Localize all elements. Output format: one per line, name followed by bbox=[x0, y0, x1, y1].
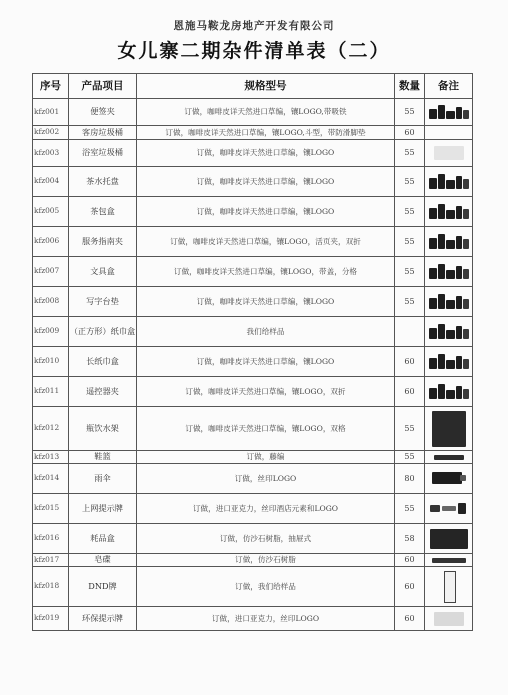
item-qty: 60 bbox=[395, 554, 425, 567]
item-spec: 订做，咖啡皮详天然进口草编，镶LOGO，双格 bbox=[137, 407, 395, 451]
item-spec: 订做，仿沙石树脂 bbox=[137, 554, 395, 567]
item-photo-cell bbox=[425, 407, 473, 451]
header-no: 序号 bbox=[33, 74, 69, 99]
desk-set-image bbox=[428, 349, 470, 375]
table-row bbox=[33, 167, 473, 197]
item-spec: 订做，咖啡皮详天然进口草编，镶LOGO,斗型，带防滑脚垫 bbox=[137, 126, 395, 140]
table-row bbox=[33, 524, 473, 554]
item-qty: 55 bbox=[395, 227, 425, 257]
item-name: 瓶饮水架 bbox=[69, 407, 137, 451]
table-row bbox=[33, 287, 473, 317]
item-code: kfz004 bbox=[33, 167, 69, 197]
item-spec: 订做，我们给样品 bbox=[137, 567, 395, 607]
item-qty: 55 bbox=[395, 140, 425, 167]
item-code: kfz007 bbox=[33, 257, 69, 287]
item-name: 长纸巾盒 bbox=[69, 347, 137, 377]
item-name: 便签夹 bbox=[69, 99, 137, 126]
document-title: 女儿寨二期杂件清单表（二） bbox=[117, 40, 391, 62]
item-code: kfz014 bbox=[33, 464, 69, 494]
item-photo-cell bbox=[425, 227, 473, 257]
item-name: 耗品盒 bbox=[69, 524, 137, 554]
item-name: 茶水托盘 bbox=[69, 167, 137, 197]
item-spec: 订做，咖啡皮详天然进口草编，镶LOGO，双折 bbox=[137, 377, 395, 407]
item-code: kfz015 bbox=[33, 494, 69, 524]
item-photo-cell bbox=[425, 257, 473, 287]
desk-set-image bbox=[428, 229, 470, 255]
item-spec: 订做，咖啡皮详天然进口草编，镶LOGO，带盖，分格 bbox=[137, 257, 395, 287]
table-row bbox=[33, 567, 473, 607]
round-sign-image bbox=[428, 609, 470, 629]
desk-set-image bbox=[428, 169, 470, 195]
item-code: kfz013 bbox=[33, 451, 69, 464]
item-photo-cell bbox=[425, 126, 473, 140]
header-note: 备注 bbox=[425, 74, 473, 99]
item-spec: 订做，咖啡皮详天然进口草编，镶LOGO bbox=[137, 287, 395, 317]
item-photo-cell bbox=[425, 464, 473, 494]
item-qty: 55 bbox=[395, 197, 425, 227]
table-row bbox=[33, 494, 473, 524]
item-photo-cell bbox=[425, 377, 473, 407]
item-spec: 订做，丝印LOGO bbox=[137, 464, 395, 494]
item-spec: 我们给样品 bbox=[137, 317, 395, 347]
items-table bbox=[32, 73, 473, 631]
item-code: kfz010 bbox=[33, 347, 69, 377]
table-row bbox=[33, 99, 473, 126]
blank-image bbox=[428, 128, 470, 138]
item-code: kfz019 bbox=[33, 607, 69, 631]
drawer-box-image bbox=[428, 526, 470, 552]
item-code: kfz003 bbox=[33, 140, 69, 167]
table-header-row bbox=[33, 74, 473, 99]
item-spec: 订做，咖啡皮详天然进口草编，镶LOGO,带吸铁 bbox=[137, 99, 395, 126]
item-qty: 55 bbox=[395, 407, 425, 451]
item-code: kfz001 bbox=[33, 99, 69, 126]
item-spec: 订做，咖啡皮详天然进口草编，镶LOGO，活页夹，双折 bbox=[137, 227, 395, 257]
table-row bbox=[33, 377, 473, 407]
item-qty: 58 bbox=[395, 524, 425, 554]
item-qty: 55 bbox=[395, 494, 425, 524]
desk-set-image bbox=[428, 199, 470, 225]
item-qty: 55 bbox=[395, 167, 425, 197]
item-photo-cell bbox=[425, 494, 473, 524]
item-name: DND牌 bbox=[69, 567, 137, 607]
item-name: （正方形）纸巾盒 bbox=[69, 317, 137, 347]
table-row bbox=[33, 451, 473, 464]
item-name: 鞋篮 bbox=[69, 451, 137, 464]
item-photo-cell bbox=[425, 347, 473, 377]
item-qty: 55 bbox=[395, 99, 425, 126]
item-name: 皂碟 bbox=[69, 554, 137, 567]
item-photo-cell bbox=[425, 287, 473, 317]
item-name: 茶包盒 bbox=[69, 197, 137, 227]
item-photo-cell bbox=[425, 524, 473, 554]
table-row bbox=[33, 140, 473, 167]
item-name: 雨伞 bbox=[69, 464, 137, 494]
item-code: kfz011 bbox=[33, 377, 69, 407]
item-qty: 55 bbox=[395, 257, 425, 287]
desk-set-image bbox=[428, 101, 470, 124]
item-qty: 60 bbox=[395, 126, 425, 140]
item-spec: 订做，咖啡皮详天然进口草编，镶LOGO bbox=[137, 347, 395, 377]
item-spec: 订做，仿沙石树脂，抽屉式 bbox=[137, 524, 395, 554]
item-photo-cell bbox=[425, 140, 473, 167]
item-photo-cell bbox=[425, 554, 473, 567]
item-code: kfz017 bbox=[33, 554, 69, 567]
item-name: 文具盒 bbox=[69, 257, 137, 287]
header-qty: 数量 bbox=[395, 74, 425, 99]
item-code: kfz006 bbox=[33, 227, 69, 257]
table-row bbox=[33, 407, 473, 451]
table-row bbox=[33, 607, 473, 631]
item-spec: 订做，进口亚克力，丝印LOGO bbox=[137, 607, 395, 631]
item-name: 浴室垃圾桶 bbox=[69, 140, 137, 167]
item-code: kfz002 bbox=[33, 126, 69, 140]
item-qty bbox=[395, 317, 425, 347]
item-qty: 55 bbox=[395, 287, 425, 317]
item-code: kfz012 bbox=[33, 407, 69, 451]
item-photo-cell bbox=[425, 567, 473, 607]
item-photo-cell bbox=[425, 607, 473, 631]
header-item: 产品项目 bbox=[69, 74, 137, 99]
item-name: 环保提示牌 bbox=[69, 607, 137, 631]
item-photo-cell bbox=[425, 451, 473, 464]
item-name: 服务指南夹 bbox=[69, 227, 137, 257]
item-qty: 60 bbox=[395, 607, 425, 631]
table-row bbox=[33, 554, 473, 567]
item-spec: 订做，咖啡皮详天然进口草编，镶LOGO bbox=[137, 140, 395, 167]
item-name: 上网提示牌 bbox=[69, 494, 137, 524]
table-row bbox=[33, 126, 473, 140]
item-qty: 60 bbox=[395, 377, 425, 407]
header-spec: 规格型号 bbox=[137, 74, 395, 99]
desk-set-image bbox=[428, 319, 470, 345]
table-row bbox=[33, 464, 473, 494]
soap-dish-image bbox=[428, 556, 470, 565]
item-code: kfz008 bbox=[33, 287, 69, 317]
door-hanger-image bbox=[428, 569, 470, 605]
table-row bbox=[33, 257, 473, 287]
item-name: 写字台垫 bbox=[69, 287, 137, 317]
item-spec: 订做，咖啡皮详天然进口草编，镶LOGO bbox=[137, 167, 395, 197]
item-qty: 60 bbox=[395, 567, 425, 607]
item-photo-cell bbox=[425, 99, 473, 126]
item-code: kfz016 bbox=[33, 524, 69, 554]
item-photo-cell bbox=[425, 167, 473, 197]
mat-image bbox=[428, 409, 470, 449]
item-qty: 80 bbox=[395, 464, 425, 494]
item-name: 客房垃圾桶 bbox=[69, 126, 137, 140]
umbrella-image bbox=[428, 466, 470, 492]
tray-image bbox=[428, 453, 470, 462]
desk-set-image bbox=[428, 379, 470, 405]
table-row bbox=[33, 197, 473, 227]
item-spec: 订做，进口亚克力，丝印酒店元素和LOGO bbox=[137, 494, 395, 524]
item-spec: 订做，咖啡皮详天然进口草编，镶LOGO bbox=[137, 197, 395, 227]
sign-image bbox=[428, 496, 470, 522]
item-code: kfz005 bbox=[33, 197, 69, 227]
item-qty: 55 bbox=[395, 451, 425, 464]
desk-set-image bbox=[428, 289, 470, 315]
item-code: kfz018 bbox=[33, 567, 69, 607]
item-spec: 订做，藤编 bbox=[137, 451, 395, 464]
table-row bbox=[33, 317, 473, 347]
item-qty: 60 bbox=[395, 347, 425, 377]
table-row bbox=[33, 347, 473, 377]
basket-image bbox=[428, 142, 470, 165]
company-name: 恩施马鞍龙房地产开发有限公司 bbox=[173, 20, 335, 32]
item-code: kfz009 bbox=[33, 317, 69, 347]
desk-set-image bbox=[428, 259, 470, 285]
table-row bbox=[33, 227, 473, 257]
item-photo-cell bbox=[425, 197, 473, 227]
item-name: 遥控器夹 bbox=[69, 377, 137, 407]
item-photo-cell bbox=[425, 317, 473, 347]
